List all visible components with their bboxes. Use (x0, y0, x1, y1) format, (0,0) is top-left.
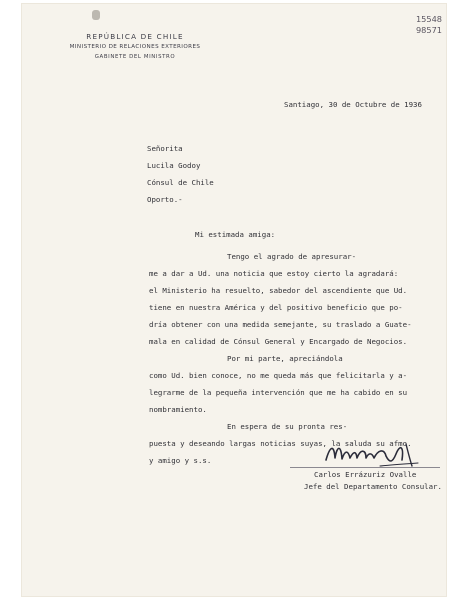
body-line: legrarme de la pequeña intervención que me ha cabido en su (149, 388, 408, 397)
letterhead (60, 32, 210, 62)
body-line: mala en calidad de Cónsul General y Encargado de Negocios. (149, 337, 408, 346)
letterhead-country: REPÚBLICA DE CHILE (86, 32, 184, 41)
salutation: Mi estimada amiga: (195, 230, 276, 239)
letter-page (22, 4, 446, 596)
body-line: nombramiento. (149, 405, 207, 414)
archive-marks (416, 14, 442, 36)
crest-icon (92, 10, 100, 20)
recipient-position: Cónsul de Chile (147, 178, 214, 187)
recipient-city: Oporto.- (147, 195, 183, 204)
letterhead-ministry: MINISTERIO DE RELACIONES EXTERIORES (69, 44, 201, 50)
body-line: dría obtener con una medida semejante, su traslado a Guate- (149, 320, 412, 329)
letterhead-office: GABINETE DEL MINISTRO (94, 54, 176, 60)
body-line: tiene en nuestra América y del positivo beneficio que po- (149, 303, 403, 312)
recipient-name: Lucila Godoy (147, 161, 201, 170)
body-line: y amigo y s.s. (149, 456, 212, 465)
body-line: puesta y deseando largas noticias suyas, la saluda su afmo. (149, 439, 412, 448)
recipient-title: Señorita (147, 144, 183, 153)
handwritten-signature (320, 436, 430, 470)
body-line: me a dar a Ud. una noticia que estoy cierto la agradará: (149, 269, 399, 278)
body-line: Tengo el agrado de apresurar- (227, 252, 357, 261)
body-line: como Ud. bien conoce, no me queda más que felicitarla y a- (149, 371, 408, 380)
archive-mark-2: 98571 (415, 25, 442, 35)
signer-name: Carlos Errázuriz Ovalle (314, 470, 417, 479)
archive-mark-1: 15548 (415, 14, 442, 24)
signature-line (290, 467, 440, 468)
body-line: En espera de su pronta res- (227, 422, 348, 431)
body-line: Por mi parte, apreciándola (227, 354, 343, 363)
body-line: el Ministerio ha resuelto, sabedor del ascendiente que Ud. (149, 286, 408, 295)
date-line: Santiago, 30 de Octubre de 1936 (284, 100, 422, 109)
signer-title: Jefe del Departamento Consular. (304, 482, 442, 491)
